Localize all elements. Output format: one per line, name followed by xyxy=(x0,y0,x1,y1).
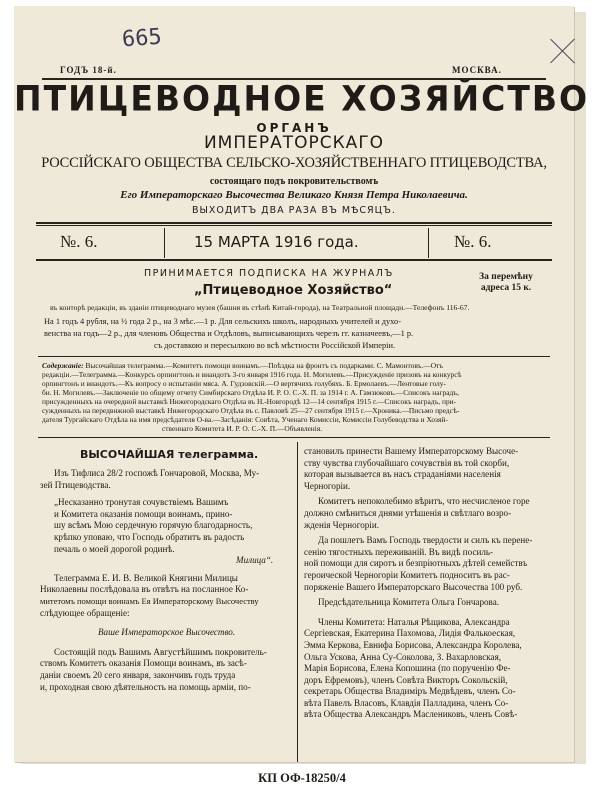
left-column-line: и, проходная свою дѣятельность на помощь арміи, по- xyxy=(40,681,251,692)
contents-line: би. Н. Могилевъ.—Заключеніе по общему отчету Симбирскаго Отдѣла И. Р. О. С.-Х. П. за 1914 г. А. Гамзюковъ.—Списокъ наградъ, xyxy=(42,388,459,397)
right-column-line: сенію тягостныхъ переживаній. Въ видѣ посиль- xyxy=(304,546,494,557)
contents-line: Высочайшая телеграмма.—Комитетъ помощи воинамъ.—Поѣздка на фронтъ съ подарками. С. Мамонтовъ.—Отъ xyxy=(85,361,444,370)
contents-line: сужденныхъ на передвижной выставкѣ Нижегородскаго Отдѣла въ с. Павловѣ 25—27 сентября 1915 г.—Хроника.—Письмо предсѣ- xyxy=(42,406,460,415)
organ-label: ОРГАНЪ xyxy=(256,121,332,135)
frequency-line: ВЫХОДИТЪ ДВА РАЗА ВЪ МѢСЯЦЪ. xyxy=(192,205,396,216)
subscription-price-line-2: венства на годъ—2 р., для членовъ Общества и Отдѣловъ, выписывающихъ черезъ гг. казначеевъ,—1 р. xyxy=(44,329,414,338)
issue-rule-top xyxy=(36,222,552,224)
contents-rule-top xyxy=(38,356,550,357)
contents-line: редакціи.—Телеграмма.—Конкурсъ орпингтонъ и виандотъ 3-го января 1916 года. Н. Могилевъ.—Присужденіе призовъ на конкурсѣ xyxy=(42,370,462,379)
right-column-line: которая вызывается въ насъ страданіями населенія xyxy=(304,469,501,480)
society-name: РОССІЙСКАГО ОБЩЕСТВА СЕЛЬСКО-ХОЗЯЙСТВЕННАГО ПТИЦЕВОДСТВА, xyxy=(41,155,547,171)
right-column xyxy=(304,446,532,721)
right-column-line: ству чувства глубочайшаго сочувствія въ той скорби, xyxy=(304,457,510,468)
right-column-line: героической Черногоріи Комитетъ подноситъ въ рас- xyxy=(304,569,510,580)
address-salutation: Ваше Императорское Высочество. xyxy=(98,627,236,638)
handwritten-number: 665 xyxy=(121,24,163,53)
address-change-line-2: адреса 15 к. xyxy=(480,283,532,293)
issue-rule-top-thin xyxy=(36,225,552,226)
subscription-office-line: въ конторѣ редакціи, въ зданіи птицеводнаго музея (башня въ стѣнѣ Китай-города), на Театральной площади.—Телефонъ 116-67. xyxy=(50,303,470,312)
journal-name: „Птицеводное Хозяйство“ xyxy=(194,283,393,298)
left-column xyxy=(40,446,273,693)
right-column-line: вѣта Павелъ Власовъ, Клавдія Палладина, членъ Со- xyxy=(304,697,509,708)
newspaper-page xyxy=(14,6,590,762)
left-column-line: митетомъ помощи воинамъ Ея Императорскому Высочеству xyxy=(40,595,259,606)
left-column-signature: Милица“. xyxy=(236,555,274,566)
left-column-line: „Несказанно тронутая сочувствіемъ Вашимъ xyxy=(54,497,229,508)
right-column-line: должно смѣниться днями утѣшенія и свѣтлаго возро- xyxy=(304,507,512,518)
newspaper-title: ПТИЦЕВОДНОЕ ХОЗЯЙСТВО xyxy=(14,78,590,119)
contents-line: присужденныхъ на очередной выставкѣ Нижегородскаго Отдѣла въ Н.-Новгородѣ 12—14 сентября 1915 г.—Списокъ наградъ, при- xyxy=(42,397,457,406)
imperial-label: ИМПЕРАТОРСКАГО xyxy=(203,133,385,153)
issue-divider-right xyxy=(428,228,429,258)
patronage-line: состоящаго подъ покровительствомъ xyxy=(209,176,379,187)
right-column-line: Эмма Керкова, Евнифа Борисова, Александра Королева, xyxy=(304,639,522,650)
left-column-line: крѣпко уповаю, что Господь обратитъ въ радость xyxy=(54,531,245,542)
left-column-line: даніи своемъ 20 сего января, закончивъ годъ труда xyxy=(40,669,236,680)
left-column-line: слѣдующее обращеніе: xyxy=(40,607,130,618)
subscription-price-line-1: На 1 годъ 4 рубля, на ½ года 2 р., на 3 мѣс.—1 р. Для сельскихъ школъ, народныхъ учителей и духо- xyxy=(44,317,402,326)
left-column-line: Изъ Тифлиса 28/2 госпожѣ Гончаровой, Москва, Му- xyxy=(54,468,260,478)
right-column-line: поряженіе Вашего Императорскаго Высочества 100 руб. xyxy=(304,581,523,592)
left-column-line: и Комитета оказанія помощи воинамъ, прино- xyxy=(54,508,233,519)
left-column-line: ствомъ Комитетъ оказанія Помощи воинамъ, въ засѣ- xyxy=(40,658,247,669)
contents-block xyxy=(42,361,462,433)
contents-rule-bottom xyxy=(38,437,550,438)
subscription-heading: ПРИНИМАЕТСЯ ПОДПИСКА НА ЖУРНАЛЪ xyxy=(144,268,394,279)
right-column-chairwoman: Предсѣдательница Комитета Ольга Гончарова. xyxy=(318,597,500,608)
right-column-line: Да пошлетъ Вамъ Господь твердости и силъ къ перене- xyxy=(318,535,533,546)
right-column-line: Сергіевская, Екатерина Пахомова, Лидія Фалькоеская, xyxy=(304,628,516,639)
issue-date: 15 МАРТА 1916 года. xyxy=(194,233,359,251)
handwritten-cross-mark xyxy=(548,36,578,66)
left-column-line: Николаевны послѣдовала въ отвѣтъ на посланное Ко- xyxy=(40,584,249,595)
right-column-line: вѣта Общества Александръ Маслениковъ, членъ Совѣ- xyxy=(304,709,518,720)
contents-line: дателя Тургайскаго Отдѣла на имя предсѣдателя О-ва.—Засѣданія: Совѣта, Ученаго Комиссіи, Комиссіи Голубеводства и Хозяй- xyxy=(42,415,448,424)
right-column-line: жденія Черногоріи. xyxy=(304,519,379,530)
issue-divider-left xyxy=(164,228,165,258)
right-column-line: ной помощи для сиротъ и безпріютныхъ дѣтей семействъ xyxy=(304,558,528,569)
contents-line: ственнаго Комитета И. Р. О. С.-Х. П.—Объявленія. xyxy=(162,424,323,433)
issue-number-right: №. 6. xyxy=(454,232,492,251)
city-label: МОСКВА. xyxy=(452,65,502,75)
left-column-line: печаль о моей дорогой родинѣ. xyxy=(54,543,175,554)
left-column-line: шу всѣмъ Мою сердечную горячую благодарность, xyxy=(54,520,253,531)
right-column-line: секретарь Общества Владиміръ Медвѣдевъ, членъ Со- xyxy=(304,686,516,697)
left-column-line: Телеграмма Е. И. В. Великой Княгини Милицы xyxy=(54,572,238,583)
patron-line: Его Императорскаго Высочества Великаго Князя Петра Николаевича. xyxy=(120,189,468,201)
address-change-note xyxy=(466,272,546,294)
left-column-line: зей Птицеводства. xyxy=(40,479,111,490)
column-divider xyxy=(297,442,298,762)
right-column-line: Марія Борисова, Елена Копошина (по порученію Фе- xyxy=(304,663,511,674)
contents-label: Содержаніе: xyxy=(42,361,84,370)
issue-rule-bottom xyxy=(36,259,552,261)
inventory-caption: КП ОФ-18250/4 xyxy=(258,771,346,785)
year-label: ГОДЪ 18-й. xyxy=(60,65,117,75)
right-column-line: Члены Комитета: Наталья Рѣщикова, Александра xyxy=(318,616,510,627)
right-column-line: становилъ принести Вашему Императорскому Высоче- xyxy=(304,446,519,456)
right-column-line: Ольга Ускова, Анна Су-Соколова, З. Вахарловская, xyxy=(304,651,502,662)
address-change-line-1: За перемѣну xyxy=(479,272,533,282)
right-column-line: доръ Ефремовъ), членъ Совѣта Викторъ Сокольскій, xyxy=(304,674,508,685)
contents-line: орпингтонъ и виандотъ.—Къ вопросу о испытаніи мяса. А. Гудзовскій.—О вертячихъ голубяхъ. Б. Ермолаевъ.—Лентовые голу- xyxy=(42,379,446,388)
right-column-line: Комитетъ непоколебимо вѣритъ, что несчисленое горе xyxy=(318,496,530,507)
subscription-price-line-3: съ доставкою и пересылкою во всѣ мѣстности Россійской Имперіи. xyxy=(154,341,396,350)
telegram-title: ВЫСОЧАЙШАЯ телеграмма. xyxy=(80,448,259,461)
issue-number-left: №. 6. xyxy=(60,232,98,251)
left-column-line: Состоящій подъ Вашимъ Августѣйшимъ покровитель- xyxy=(54,646,267,657)
right-column-line: Черногоріи. xyxy=(304,480,351,491)
